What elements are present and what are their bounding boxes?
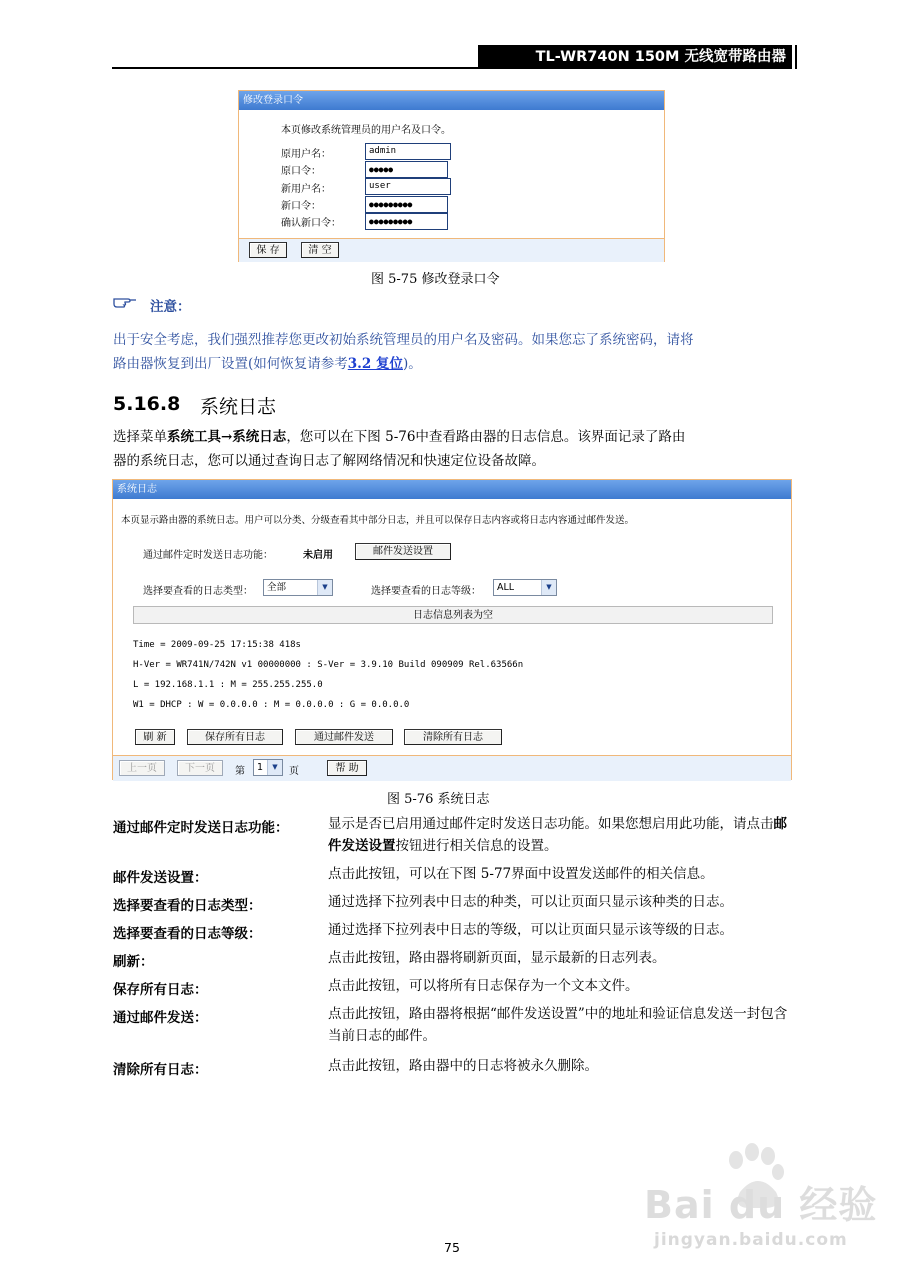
- page-prefix: 第: [235, 766, 245, 777]
- log-level-select[interactable]: [493, 579, 557, 596]
- new-username-label: 新用户名：: [281, 184, 331, 195]
- confirm-password-input[interactable]: ●●●●●●●●●: [365, 213, 448, 230]
- definition-term: 邮件发送设置：: [113, 870, 208, 886]
- new-username-input[interactable]: user: [365, 178, 451, 195]
- system-log-panel: [112, 479, 792, 780]
- help-button[interactable]: 帮 助: [327, 760, 367, 776]
- definition-desc: 点击此按钮，可以在下图 5-77界面中设置发送邮件的相关信息。: [328, 866, 714, 882]
- clear-button[interactable]: 清 空: [301, 242, 339, 258]
- definition-desc: 点击此按钮，可以将所有日志保存为一个文本文件。: [328, 978, 639, 994]
- chevron-down-icon: ▼: [267, 760, 282, 775]
- definition-term: 清除所有日志：: [113, 1062, 208, 1078]
- old-username-label: 原用户名：: [281, 149, 331, 160]
- definition-term: 选择要查看的日志类型：: [113, 898, 262, 914]
- note-line-1: 出于安全考虑，我们强烈推荐您更改初始系统管理员的用户名及密码。如果您忘了系统密码，请将: [113, 332, 694, 348]
- watermark-url: jingyan.baidu.com: [654, 1230, 848, 1250]
- baidu-jingyan-watermark: [640, 1130, 878, 1270]
- mail-schedule-status: 未启用: [303, 550, 333, 561]
- desc-bold: 邮件发送设置: [328, 816, 787, 854]
- definition-term: 通过邮件发送：: [113, 1010, 208, 1026]
- log-type-value: 全部: [267, 582, 287, 593]
- note-text-end: )。: [402, 356, 422, 372]
- watermark-brand: Bai du 经验: [644, 1183, 878, 1227]
- panel-intro: 本页修改系统管理员的用户名及口令。: [281, 125, 451, 136]
- figure-caption-5-75: 图 5-75 修改登录口令: [371, 272, 500, 287]
- save-button[interactable]: 保 存: [249, 242, 287, 258]
- log-line: H-Ver = WR741N/742N v1 00000000 : S-Ver = 3.9.10 Build 090909 Rel.63566n: [133, 660, 524, 670]
- page-value: 1: [257, 762, 264, 773]
- page-select[interactable]: [253, 759, 283, 776]
- prev-page-button[interactable]: 上一页: [119, 760, 165, 776]
- log-level-value: ALL: [497, 582, 515, 593]
- desc-text: 显示是否已启用通过邮件定时发送日志功能。如果您想启用此功能，请点击: [328, 816, 774, 832]
- refresh-button[interactable]: 刷 新: [135, 729, 175, 745]
- definition-desc: 点击此按钮，路由器将刷新页面，显示最新的日志列表。: [328, 950, 666, 966]
- section-paragraph-line-1: [113, 425, 685, 449]
- log-type-select[interactable]: [263, 579, 333, 596]
- log-list-header: 日志信息列表为空: [133, 606, 773, 624]
- definition-term: 选择要查看的日志等级：: [113, 926, 262, 942]
- definition-term: 刷新：: [113, 954, 154, 970]
- chevron-down-icon: ▼: [541, 580, 556, 595]
- panel-title: 修改登录口令: [239, 91, 664, 110]
- desc-text-end: 按钮进行相关信息的设置。: [395, 838, 558, 854]
- next-page-button[interactable]: 下一页: [177, 760, 223, 776]
- send-by-mail-button[interactable]: 通过邮件发送: [295, 729, 393, 745]
- page-suffix: 页: [289, 766, 299, 777]
- pointing-hand-icon: [113, 293, 137, 309]
- panel-intro: 本页显示路由器的系统日志。用户可以分类、分级查看其中部分日志，并且可以保存日志内容或将日志内容通过邮件发送。: [121, 515, 635, 526]
- save-all-logs-button[interactable]: 保存所有日志: [187, 729, 283, 745]
- definition-term: 通过邮件定时发送日志功能：: [113, 820, 289, 836]
- log-line: Time = 2009-09-25 17:15:38 418s: [133, 640, 301, 650]
- reset-link[interactable]: 3.2 复位: [347, 356, 403, 372]
- section-number: 5.16.8: [113, 393, 181, 415]
- figure-caption-5-76: 图 5-76 系统日志: [387, 792, 490, 807]
- header-title: TL-WR740N 150M 无线宽带路由器: [478, 45, 792, 69]
- log-level-label: 选择要查看的日志等级：: [371, 586, 481, 597]
- page-number: 75: [444, 1240, 460, 1255]
- mail-schedule-label: 通过邮件定时发送日志功能：: [143, 550, 273, 561]
- old-password-label: 原口令：: [281, 166, 321, 177]
- clear-all-logs-button[interactable]: 清除所有日志: [404, 729, 502, 745]
- section-paragraph-line-2: 器的系统日志，您可以通过查询日志了解网络情况和快速定位设备故障。: [113, 453, 545, 469]
- confirm-password-label: 确认新口令：: [281, 218, 341, 229]
- log-line: W1 = DHCP : W = 0.0.0.0 : M = 0.0.0.0 : G = 0.0.0.0: [133, 700, 410, 710]
- pagination-bar: [113, 755, 791, 781]
- new-password-label: 新口令：: [281, 201, 321, 212]
- mail-settings-button[interactable]: 邮件发送设置: [355, 543, 451, 560]
- definition-desc: 通过选择下拉列表中日志的等级，可以让页面只显示该等级的日志。: [328, 922, 733, 938]
- new-password-input[interactable]: ●●●●●●●●●: [365, 196, 448, 213]
- old-username-input[interactable]: admin: [365, 143, 451, 160]
- change-password-panel: [238, 90, 665, 262]
- log-type-label: 选择要查看的日志类型：: [143, 586, 253, 597]
- chevron-down-icon: ▼: [317, 580, 332, 595]
- section-title: 系统日志: [200, 396, 277, 418]
- panel-title: 系统日志: [113, 480, 791, 499]
- note-text: 路由器恢复到出厂设置(如何恢复请参考: [113, 356, 348, 372]
- definition-desc: 点击此按钮，路由器将根据“邮件发送设置”中的地址和验证信息发送一封包含当前日志的邮件。: [328, 1006, 788, 1044]
- button-bar: [239, 238, 664, 262]
- note-title: 注意：: [150, 299, 191, 315]
- old-password-input[interactable]: ●●●●●: [365, 161, 448, 178]
- definition-desc: 点击此按钮，路由器中的日志将被永久删除。: [328, 1058, 598, 1074]
- definition-desc: [328, 813, 794, 857]
- definition-term: 保存所有日志：: [113, 982, 208, 998]
- header-tick: [795, 45, 797, 69]
- note-line-2: [113, 352, 422, 376]
- para-text-cont: ，您可以在下图 5-76中查看路由器的日志信息。该界面记录了路由: [286, 429, 686, 445]
- log-line: L = 192.168.1.1 : M = 255.255.255.0: [133, 680, 323, 690]
- definition-desc: 通过选择下拉列表中日志的种类，可以让页面只显示该种类的日志。: [328, 894, 733, 910]
- para-text: 选择菜单: [113, 429, 167, 445]
- menu-path: 系统工具→系统日志: [167, 429, 287, 445]
